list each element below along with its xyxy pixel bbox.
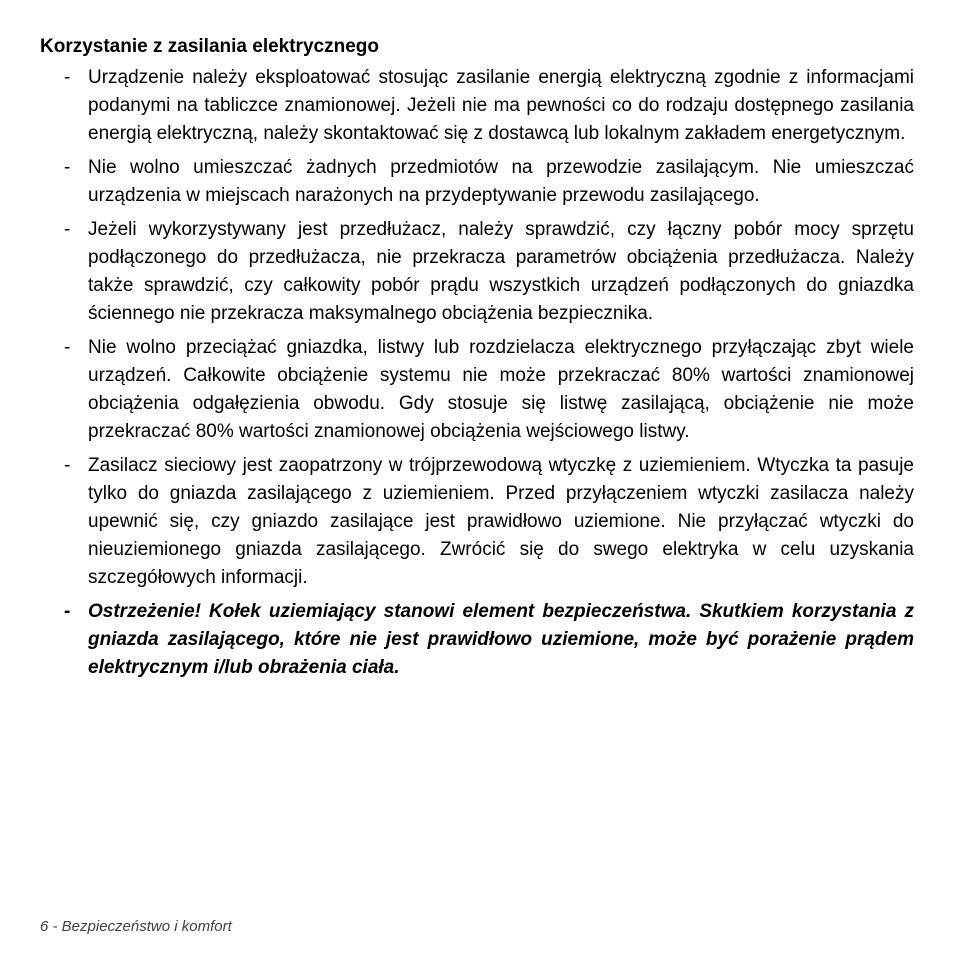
list-item-text: Nie wolno przeciążać gniazdka, listwy lub rozdzielacza elektrycznego przyłączając zbyt wiele urządzeń. Całkowite obciążenie systemu nie może przekraczać 80% wartości znamionowej obciążenia odgałęzienia obwodu. Gdy stosuje się listwę zasilającą, obciążenie nie może przekraczać 80% wartości znamionowej obciążenia wejściowego listwy. bbox=[88, 337, 914, 442]
warning-item bbox=[40, 598, 914, 682]
list-item-text: Zasilacz sieciowy jest zaopatrzony w trójprzewodową wtyczkę z uziemieniem. Wtyczka ta pasuje tylko do gniazda zasilającego z uziemieniem. Przed przyłączeniem wtyczki zasilacza należy upewnić się, czy gniazdo zasilające jest prawidłowo uziemione. Nie przyłączać wtyczki do nieuziemionego gniazda zasilającego. Zwrócić się do swego elektryka w celu uzyskania szczegółowych informacji. bbox=[88, 455, 914, 588]
list-bullet: - bbox=[64, 157, 71, 178]
list-bullet: - bbox=[64, 219, 71, 240]
document-body bbox=[40, 34, 914, 688]
list-item bbox=[40, 334, 914, 446]
page-footer: 6 - Bezpieczeństwo i komfort bbox=[40, 918, 232, 935]
list-item-text: Jeżeli wykorzystywany jest przedłużacz, należy sprawdzić, czy łączny pobór mocy sprzętu podłączonego do przedłużacza, nie przekracza parametrów obciążenia przedłużacza. Należy także sprawdzić, czy całkowity pobór prądu wszystkich urządzeń podłączonych do gniazdka ściennego nie przekracza maksymalnego obciążenia bezpiecznika. bbox=[88, 219, 914, 324]
list-item bbox=[40, 64, 914, 148]
list-bullet: - bbox=[64, 67, 71, 88]
safety-list bbox=[40, 64, 914, 682]
list-item-text: Urządzenie należy eksploatować stosując zasilanie energią elektryczną zgodnie z informacjami podanymi na tabliczce znamionowej. Jeżeli nie ma pewności co do rodzaju dostępnego zasilania energią elektryczną, należy skontaktować się z dostawcą lub lokalnym zakładem energetycznym. bbox=[88, 67, 914, 144]
list-item bbox=[40, 216, 914, 328]
list-bullet: - bbox=[64, 455, 71, 476]
list-bullet: - bbox=[64, 601, 71, 622]
warning-text: Ostrzeżenie! Kołek uziemiający stanowi element bezpieczeństwa. Skutkiem korzystania z gniazda zasilającego, które nie jest prawidłowo uziemione, może być porażenie prądem elektrycznym i/lub obrażenia ciała. bbox=[88, 601, 914, 678]
list-item-text: Nie wolno umieszczać żadnych przedmiotów na przewodzie zasilającym. Nie umieszczać urządzenia w miejscach narażonych na przydeptywanie przewodu zasilającego. bbox=[88, 157, 914, 206]
list-bullet: - bbox=[64, 337, 71, 358]
list-item bbox=[40, 452, 914, 592]
section-heading: Korzystanie z zasilania elektrycznego bbox=[40, 36, 379, 57]
list-item bbox=[40, 154, 914, 210]
